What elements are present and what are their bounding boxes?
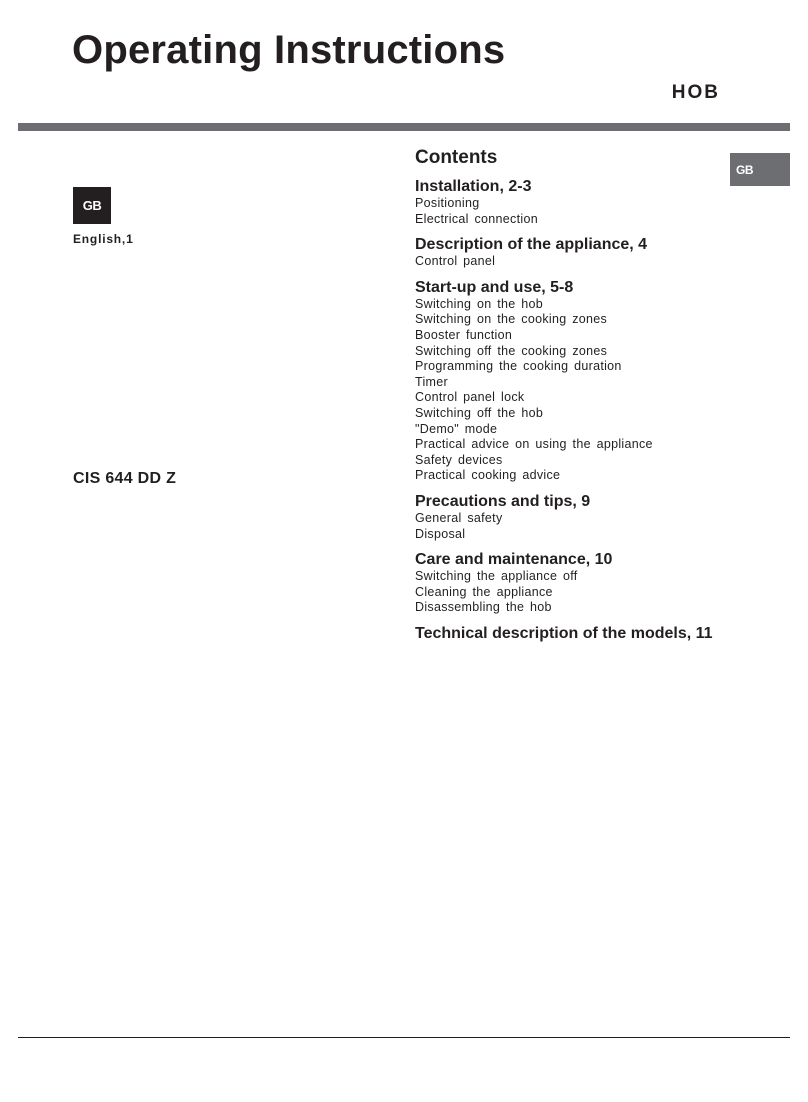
contents-heading: Contents <box>415 147 498 168</box>
toc-section-start-up <box>415 279 735 484</box>
toc-section-title: Start-up and use, 5-8 <box>415 278 574 296</box>
toc-item: Disassembling the hob <box>415 600 552 615</box>
toc-item: Electrical connection <box>415 211 538 226</box>
toc-section-description <box>415 236 735 270</box>
toc-item: Switching on the cooking zones <box>415 312 608 327</box>
toc-section-title: Installation, 2-3 <box>415 178 532 195</box>
toc-section-care <box>415 551 735 616</box>
toc-section-title: Technical description of the models, 11 <box>415 624 713 642</box>
toc-section-title: Care and maintenance, 10 <box>415 551 613 569</box>
product-type-label: HOB <box>671 82 720 103</box>
toc-item: Control panel <box>415 254 496 269</box>
toc-item-list <box>415 254 735 270</box>
toc-item: Switching off the hob <box>415 405 544 420</box>
toc-item: "Demo" mode <box>415 421 498 436</box>
toc-item: Control panel lock <box>415 390 525 405</box>
toc-item-list <box>415 196 735 227</box>
toc-section-title: Precautions and tips, 9 <box>415 492 591 510</box>
toc-item: General safety <box>415 510 503 525</box>
toc-section-title: Description of the appliance, 4 <box>415 236 648 254</box>
toc-item: Timer <box>415 374 448 389</box>
page-title: Operating Instructions <box>72 28 506 72</box>
toc-item: Safety devices <box>415 452 503 467</box>
model-name: CIS 644 DD Z <box>73 470 177 487</box>
footer-divider <box>18 1037 790 1038</box>
toc-item: Positioning <box>415 196 480 210</box>
language-entry: English,1 <box>73 232 134 246</box>
toc-item: Switching off the cooking zones <box>415 343 608 358</box>
toc-section-technical <box>415 625 735 643</box>
toc-section-installation <box>415 178 735 227</box>
language-badge: GB <box>73 187 111 224</box>
toc-item: Cleaning the appliance <box>415 584 553 599</box>
toc-item: Booster function <box>415 327 513 342</box>
toc-item-list <box>415 569 735 616</box>
language-side-tab: GB <box>730 153 790 186</box>
toc-item: Practical cooking advice <box>415 468 561 483</box>
toc-item: Switching the appliance off <box>415 569 578 584</box>
table-of-contents <box>415 147 735 652</box>
toc-section-precautions <box>415 493 735 542</box>
header-divider <box>18 123 790 131</box>
toc-item-list <box>415 511 735 542</box>
toc-item: Switching on the hob <box>415 296 544 311</box>
toc-item: Programming the cooking duration <box>415 359 622 374</box>
toc-item: Disposal <box>415 526 466 541</box>
toc-item-list <box>415 297 735 484</box>
toc-item: Practical advice on using the appliance <box>415 437 653 452</box>
